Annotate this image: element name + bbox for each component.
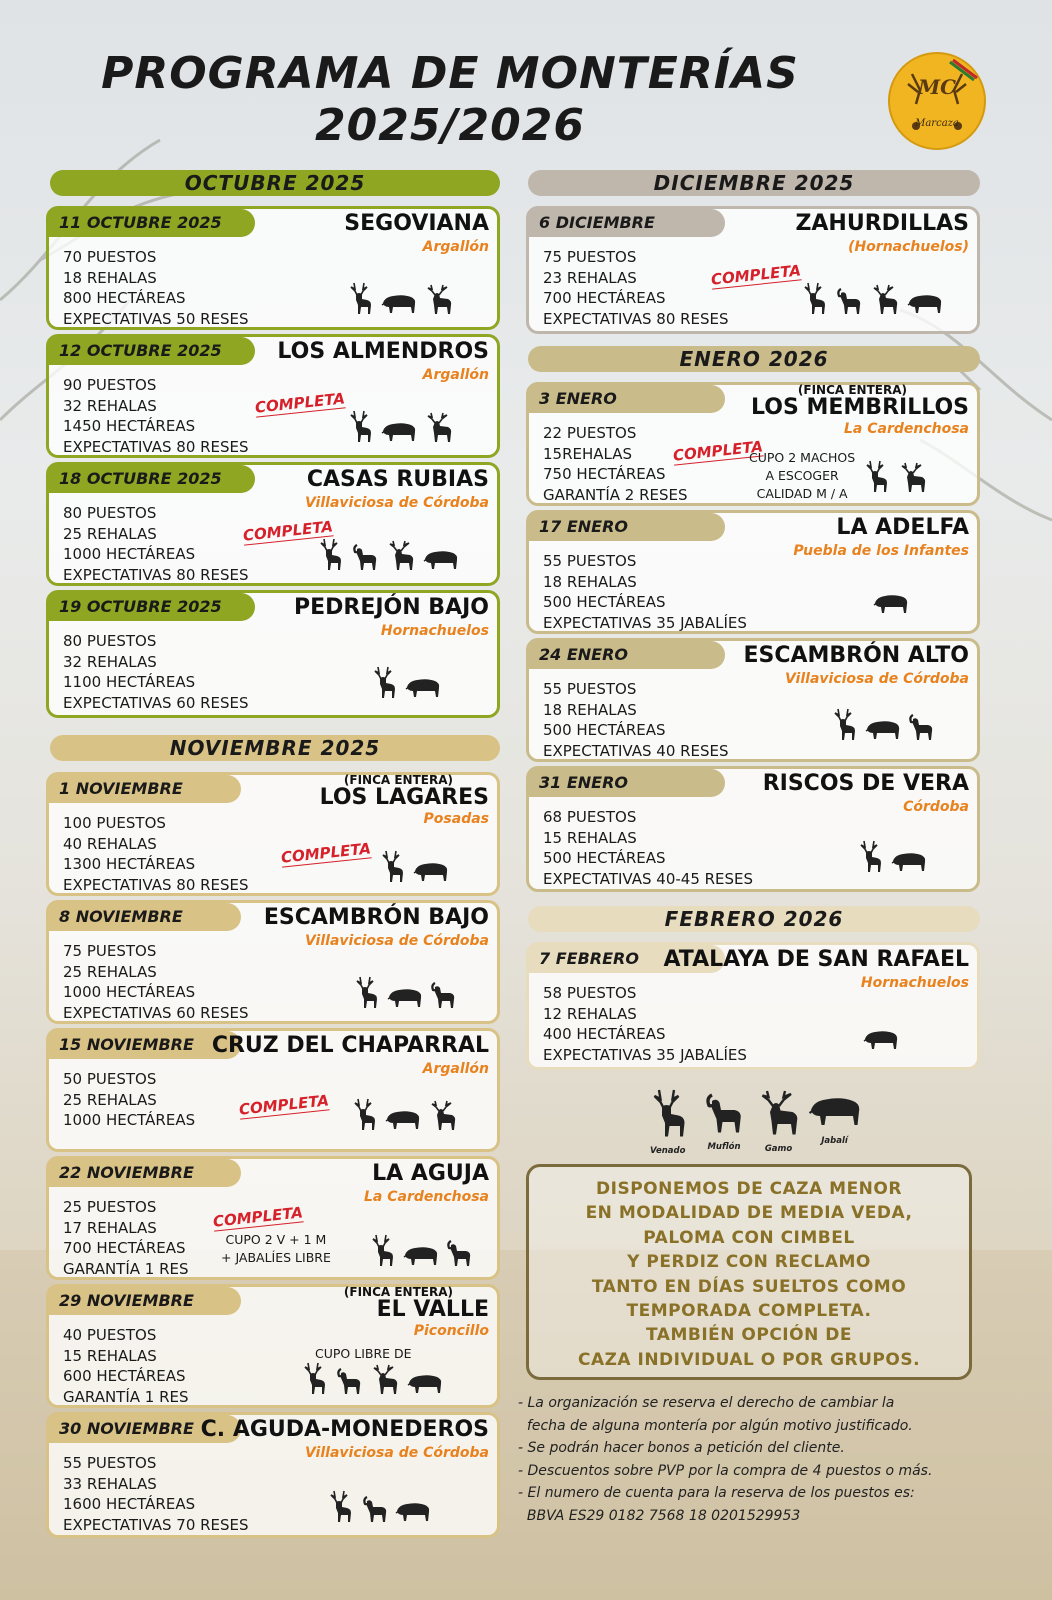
gamo-icon	[369, 1363, 401, 1399]
event-detail-line: 700 HECTÁREAS	[543, 289, 666, 307]
event-detail-line: 15 REHALAS	[63, 1346, 157, 1365]
event-detail-line: 25 REHALAS	[63, 962, 157, 981]
event-place: Villaviciosa de Córdoba	[304, 933, 489, 949]
event-place: Piconcillo	[413, 1323, 489, 1339]
event-detail-line: 12 REHALAS	[543, 1004, 637, 1023]
svg-text:MC: MC	[917, 75, 957, 99]
info-line: EN MODALIDAD DE MEDIA VEDA,	[585, 1203, 913, 1224]
event-date: 19 OCTUBRE 2025	[49, 593, 255, 621]
event-name: LA ADELFA	[836, 515, 969, 540]
event-date: 11 OCTUBRE 2025	[49, 209, 255, 237]
completa-stamp: COMPLETA	[280, 839, 372, 867]
event-card-e2	[46, 334, 500, 458]
event-detail-line: EXPECTATIVAS 35 JABALÍES	[543, 1045, 747, 1064]
event-detail-line: 80 PUESTOS	[63, 632, 157, 650]
event-date: 7 FEBRERO	[529, 945, 725, 973]
event-place: Argallón	[422, 367, 489, 383]
info-box-caza-menor	[526, 1164, 972, 1380]
event-detail-line: 40 PUESTOS	[63, 1326, 157, 1344]
event-detail-line: 1450 HECTÁREAS	[63, 417, 196, 435]
event-card-d1	[526, 206, 980, 334]
event-card-n3	[46, 1028, 500, 1152]
muflon-icon	[335, 1365, 363, 1399]
event-details	[543, 551, 747, 633]
event-date: 31 ENERO	[529, 769, 725, 797]
animal-icons	[367, 1233, 473, 1271]
event-detail-line: 23 REHALAS	[543, 268, 637, 287]
info-line: TEMPORADA COMPLETA.	[626, 1301, 872, 1322]
venado-icon	[325, 1489, 355, 1527]
event-place: Villaviciosa de Córdoba	[784, 671, 969, 687]
animal-icons	[829, 707, 935, 745]
gamo-icon	[427, 1099, 459, 1135]
event-place: Hornachuelos	[860, 975, 969, 991]
event-name: ESCAMBRÓN BAJO	[263, 905, 489, 930]
event-name: CRUZ DEL CHAPARRAL	[211, 1033, 489, 1058]
event-date: 18 OCTUBRE 2025	[49, 465, 255, 493]
muflon-icon	[445, 1237, 473, 1271]
muflon-icon	[835, 285, 863, 319]
event-card-j1	[526, 382, 980, 506]
venado-icon	[345, 409, 375, 447]
animal-icons	[873, 591, 909, 619]
animal-icons	[855, 839, 927, 877]
jabali-icon	[873, 591, 909, 619]
event-detail-line: 55 PUESTOS	[543, 552, 637, 570]
event-name: LOS ALMENDROS	[277, 339, 489, 364]
event-detail-line: 75 PUESTOS	[63, 942, 157, 960]
jabali-icon	[405, 675, 441, 703]
event-place: La Cardenchosa	[363, 1189, 489, 1205]
legend-item	[817, 1092, 853, 1156]
jabali-icon	[385, 1107, 421, 1135]
month-header-febrero: FEBRERO 2026	[528, 906, 980, 932]
animal-icons	[325, 1489, 431, 1527]
event-detail-line: EXPECTATIVAS 60 RESES	[63, 693, 249, 712]
venado-icon	[351, 975, 381, 1013]
event-place: Puebla de los Infantes	[793, 543, 969, 559]
event-place: Posadas	[423, 811, 489, 827]
muflon-icon	[703, 1089, 745, 1140]
event-place: Córdoba	[903, 799, 969, 815]
event-details	[63, 813, 249, 895]
jabali-icon	[381, 419, 417, 447]
event-details	[543, 679, 729, 761]
event-detail-line: 18 REHALAS	[543, 572, 637, 591]
event-detail-line: 1000 HECTÁREAS	[63, 545, 196, 563]
event-detail-line: 32 REHALAS	[63, 396, 157, 415]
animal-legend	[650, 1092, 853, 1156]
note-line: - La organización se reserva el derecho de cambiar la	[518, 1395, 895, 1411]
animal-icons	[315, 537, 459, 575]
animal-icons	[351, 975, 457, 1013]
page-title	[70, 48, 830, 152]
antlers-icon	[890, 54, 984, 148]
event-name: ESCAMBRÓN ALTO	[743, 643, 969, 668]
event-detail-line: 58 PUESTOS	[543, 984, 637, 1002]
event-card-n2	[46, 900, 500, 1024]
event-name: ATALAYA DE SAN RAFAEL	[663, 947, 969, 972]
event-detail-line: 40 REHALAS	[63, 834, 157, 853]
event-detail-line: 55 PUESTOS	[63, 1454, 157, 1472]
event-details	[63, 503, 249, 585]
cupo-line: CUPO 2 MACHOS	[749, 450, 856, 465]
note-line: - Descuentos sobre PVP por la compra de 4 puestos o más.	[518, 1462, 933, 1479]
info-line: Y PERDIZ CON RECLAMO	[627, 1252, 871, 1273]
event-detail-line: 18 REHALAS	[63, 268, 157, 287]
event-card-e1	[46, 206, 500, 330]
venado-icon	[367, 1233, 397, 1271]
jabali-icon	[407, 1371, 443, 1399]
legend-item	[763, 1092, 795, 1156]
event-place: Hornachuelos	[380, 623, 489, 639]
event-detail-line: 68 PUESTOS	[543, 808, 637, 826]
event-detail-line: EXPECTATIVAS 40 RESES	[543, 741, 729, 760]
event-detail-line: 800 HECTÁREAS	[63, 289, 186, 307]
event-details	[63, 941, 249, 1023]
event-details	[63, 1325, 189, 1407]
event-details	[63, 375, 249, 457]
event-name: EL VALLE	[376, 1297, 489, 1322]
event-detail-line: 750 HECTÁREAS	[543, 465, 666, 483]
venado-icon	[299, 1361, 329, 1399]
event-detail-line: 33 REHALAS	[63, 1474, 157, 1493]
month-header-enero: ENERO 2026	[528, 346, 980, 372]
note-line: - El numero de cuenta para la reserva de los puestos es:	[518, 1485, 915, 1501]
muflon-icon	[429, 979, 457, 1013]
event-card-n4	[46, 1156, 500, 1280]
completa-stamp: COMPLETA	[672, 437, 764, 465]
event-name: PEDREJÓN BAJO	[293, 595, 489, 620]
event-details	[543, 247, 729, 329]
event-date: 15 NOVIEMBRE	[49, 1031, 241, 1059]
event-details	[63, 631, 249, 713]
event-date: 22 NOVIEMBRE	[49, 1159, 241, 1187]
event-detail-line: 1100 HECTÁREAS	[63, 673, 196, 691]
event-detail-line: 400 HECTÁREAS	[543, 1025, 666, 1043]
event-detail-line: 700 HECTÁREAS	[63, 1239, 186, 1257]
event-card-n1	[46, 772, 500, 896]
legend-label: Gamo	[764, 1144, 793, 1154]
event-detail-line: 1000 HECTÁREAS	[63, 983, 196, 1001]
muflon-icon	[351, 541, 379, 575]
logo-name: Marcaza	[915, 118, 959, 129]
completa-stamp: COMPLETA	[254, 389, 346, 417]
event-detail-line: 500 HECTÁREAS	[543, 593, 666, 611]
muflon-icon	[907, 711, 935, 745]
event-detail-line: 500 HECTÁREAS	[543, 721, 666, 739]
event-detail-line: 1300 HECTÁREAS	[63, 855, 196, 873]
jabali-icon	[381, 291, 417, 319]
event-detail-line: 100 PUESTOS	[63, 814, 166, 832]
jabali-icon	[403, 1243, 439, 1271]
event-place: Villaviciosa de Córdoba	[304, 495, 489, 511]
venado-icon	[345, 281, 375, 319]
event-detail-line: 70 PUESTOS	[63, 248, 157, 266]
event-card-j3	[526, 638, 980, 762]
gamo-icon	[897, 461, 929, 497]
legend-label: Venado	[650, 1146, 686, 1156]
jabali-icon	[387, 985, 423, 1013]
event-details	[63, 247, 249, 329]
animal-icons	[345, 281, 455, 319]
gamo-icon	[755, 1088, 803, 1142]
month-header-octubre: OCTUBRE 2025	[50, 170, 500, 196]
marcaza-logo	[888, 52, 986, 150]
event-detail-line: GARANTÍA 2 RESES	[543, 485, 688, 504]
jabali-icon	[395, 1499, 431, 1527]
jabali-icon	[907, 291, 943, 319]
legend-item	[707, 1092, 740, 1156]
event-card-j4	[526, 766, 980, 892]
month-header-noviembre: NOVIEMBRE 2025	[50, 735, 500, 761]
event-place: Argallón	[422, 239, 489, 255]
jabali-icon	[891, 849, 927, 877]
cupo-line: A ESCOGER	[765, 468, 839, 483]
month-header-diciembre: DICIEMBRE 2025	[528, 170, 980, 196]
jabali-icon	[413, 859, 449, 887]
event-detail-line: 75 PUESTOS	[543, 248, 637, 266]
event-place: Argallón	[422, 1061, 489, 1077]
event-place: La Cardenchosa	[843, 421, 969, 437]
event-detail-line: 55 PUESTOS	[543, 680, 637, 698]
cupo-note	[221, 1231, 331, 1267]
jabali-icon	[808, 1092, 862, 1134]
cupo-line: CUPO 2 V + 1 M	[225, 1232, 327, 1247]
finca-entera-note: (FINCA ENTERA)	[797, 383, 907, 397]
venado-icon	[645, 1087, 690, 1144]
cupo-note	[749, 449, 855, 503]
gamo-icon	[423, 283, 455, 319]
event-date: 6 DICIEMBRE	[529, 209, 725, 237]
event-date: 24 ENERO	[529, 641, 725, 669]
event-date: 29 NOVIEMBRE	[49, 1287, 241, 1315]
venado-icon	[369, 665, 399, 703]
event-detail-line: EXPECTATIVAS 35 JABALÍES	[543, 613, 747, 632]
event-detail-line: 25 REHALAS	[63, 1090, 157, 1109]
event-detail-line: GARANTÍA 1 RES	[63, 1387, 189, 1406]
gamo-icon	[869, 283, 901, 319]
event-date: 17 ENERO	[529, 513, 725, 541]
completa-stamp: COMPLETA	[710, 261, 802, 289]
gamo-icon	[385, 539, 417, 575]
event-detail-line: 500 HECTÁREAS	[543, 849, 666, 867]
info-line: DISPONEMOS DE CAZA MENOR	[596, 1179, 902, 1199]
cupo-line: + JABALÍES LIBRE	[221, 1250, 331, 1265]
animal-icons	[377, 849, 449, 887]
info-line: TANTO EN DÍAS SUELTOS COMO	[591, 1276, 907, 1297]
event-detail-line: 25 PUESTOS	[63, 1198, 157, 1216]
event-detail-line: EXPECTATIVAS 70 RESES	[63, 1515, 249, 1534]
gamo-icon	[423, 411, 455, 447]
jabali-icon	[865, 717, 901, 745]
legend-label: Muflón	[707, 1142, 741, 1152]
event-date: 12 OCTUBRE 2025	[49, 337, 255, 365]
cupo-line: CALIDAD M / A	[756, 486, 848, 501]
venado-icon	[377, 849, 407, 887]
info-line: TAMBIÉN OPCIÓN DE	[646, 1325, 852, 1346]
event-name: C. AGUDA-MONEDEROS	[200, 1417, 489, 1442]
event-place: Villaviciosa de Córdoba	[304, 1445, 489, 1461]
finca-entera-note: (FINCA ENTERA)	[343, 773, 453, 787]
event-name: CASAS RUBIAS	[306, 467, 489, 492]
event-detail-line: EXPECTATIVAS 80 RESES	[543, 309, 729, 328]
event-details	[63, 1197, 189, 1279]
event-name: LA AGUJA	[372, 1161, 489, 1186]
venado-icon	[315, 537, 345, 575]
note-line: fecha de alguna montería por algún motivo justificado.	[518, 1417, 913, 1434]
note-line: - Se podrán hacer bonos a petición del cliente.	[518, 1440, 845, 1456]
event-detail-line: 90 PUESTOS	[63, 376, 157, 394]
event-card-f1	[526, 942, 980, 1070]
event-details	[63, 1453, 249, 1535]
event-date: 8 NOVIEMBRE	[49, 903, 241, 931]
event-details	[543, 807, 753, 889]
jabali-icon	[863, 1027, 899, 1055]
info-line: PALOMA CON CIMBEL	[643, 1227, 855, 1248]
completa-stamp: COMPLETA	[242, 517, 334, 545]
event-detail-line: 25 REHALAS	[63, 524, 157, 543]
notes	[518, 1392, 988, 1527]
event-detail-line: 32 REHALAS	[63, 652, 157, 671]
event-detail-line: 1600 HECTÁREAS	[63, 1495, 196, 1513]
event-detail-line: EXPECTATIVAS 50 RESES	[63, 309, 249, 328]
event-detail-line: 50 PUESTOS	[63, 1070, 157, 1088]
cupo-line: CUPO LIBRE DE	[315, 1346, 412, 1361]
animal-icons	[349, 1097, 459, 1135]
event-detail-line: EXPECTATIVAS 80 RESES	[63, 437, 249, 456]
event-card-j2	[526, 510, 980, 634]
event-detail-line: 15 REHALAS	[543, 828, 637, 847]
event-detail-line: 22 PUESTOS	[543, 424, 637, 442]
event-card-n6	[46, 1412, 500, 1538]
animal-icons	[299, 1361, 443, 1399]
legend-item	[650, 1092, 685, 1156]
venado-icon	[829, 707, 859, 745]
event-detail-line: EXPECTATIVAS 80 RESES	[63, 875, 249, 894]
event-name: ZAHURDILLAS	[795, 211, 969, 236]
event-card-e3	[46, 462, 500, 586]
venado-icon	[349, 1097, 379, 1135]
event-detail-line: EXPECTATIVAS 40-45 RESES	[543, 869, 754, 888]
jabali-icon	[423, 547, 459, 575]
event-detail-line: EXPECTATIVAS 60 RESES	[63, 1003, 249, 1022]
animal-icons	[863, 1027, 899, 1055]
event-name: LOS MEMBRILLOS	[751, 395, 969, 420]
finca-entera-note: (FINCA ENTERA)	[343, 1285, 453, 1299]
muflon-icon	[361, 1493, 389, 1527]
animal-icons	[799, 281, 943, 319]
event-place: (Hornachuelos)	[848, 239, 969, 255]
event-detail-line: GARANTÍA 1 RES	[63, 1259, 189, 1278]
info-line: CAZA INDIVIDUAL O POR GRUPOS.	[577, 1349, 921, 1370]
legend-label: Jabalí	[821, 1136, 848, 1146]
event-detail-line: 80 PUESTOS	[63, 504, 157, 522]
animal-icons	[861, 459, 929, 497]
event-date: 3 ENERO	[529, 385, 725, 413]
event-detail-line: 18 REHALAS	[543, 700, 637, 719]
event-detail-line: 1000 HECTÁREAS	[63, 1111, 196, 1129]
event-detail-line: 600 HECTÁREAS	[63, 1367, 186, 1385]
event-details	[63, 1069, 195, 1131]
event-name: LOS LAGARES	[319, 785, 489, 810]
animal-icons	[369, 665, 441, 703]
event-details	[543, 983, 747, 1065]
venado-icon	[861, 459, 891, 497]
completa-stamp: COMPLETA	[212, 1203, 304, 1231]
title-line-1: PROGRAMA DE MONTERÍAS	[101, 48, 799, 99]
title-line-2: 2025/2026	[315, 100, 585, 151]
event-card-n5	[46, 1284, 500, 1408]
event-card-e4	[46, 590, 500, 718]
event-detail-line: 15REHALAS	[543, 444, 633, 463]
venado-icon	[799, 281, 829, 319]
event-date: 1 NOVIEMBRE	[49, 775, 241, 803]
animal-icons	[345, 409, 455, 447]
completa-stamp: COMPLETA	[238, 1091, 330, 1119]
event-details	[543, 423, 688, 505]
event-detail-line: EXPECTATIVAS 80 RESES	[63, 565, 249, 584]
event-detail-line: 17 REHALAS	[63, 1218, 157, 1237]
event-date: 30 NOVIEMBRE	[49, 1415, 241, 1443]
event-name: SEGOVIANA	[344, 211, 489, 236]
event-name: RISCOS DE VERA	[762, 771, 969, 796]
note-line: BBVA ES29 0182 7568 18 0201529953	[518, 1507, 801, 1524]
venado-icon	[855, 839, 885, 877]
